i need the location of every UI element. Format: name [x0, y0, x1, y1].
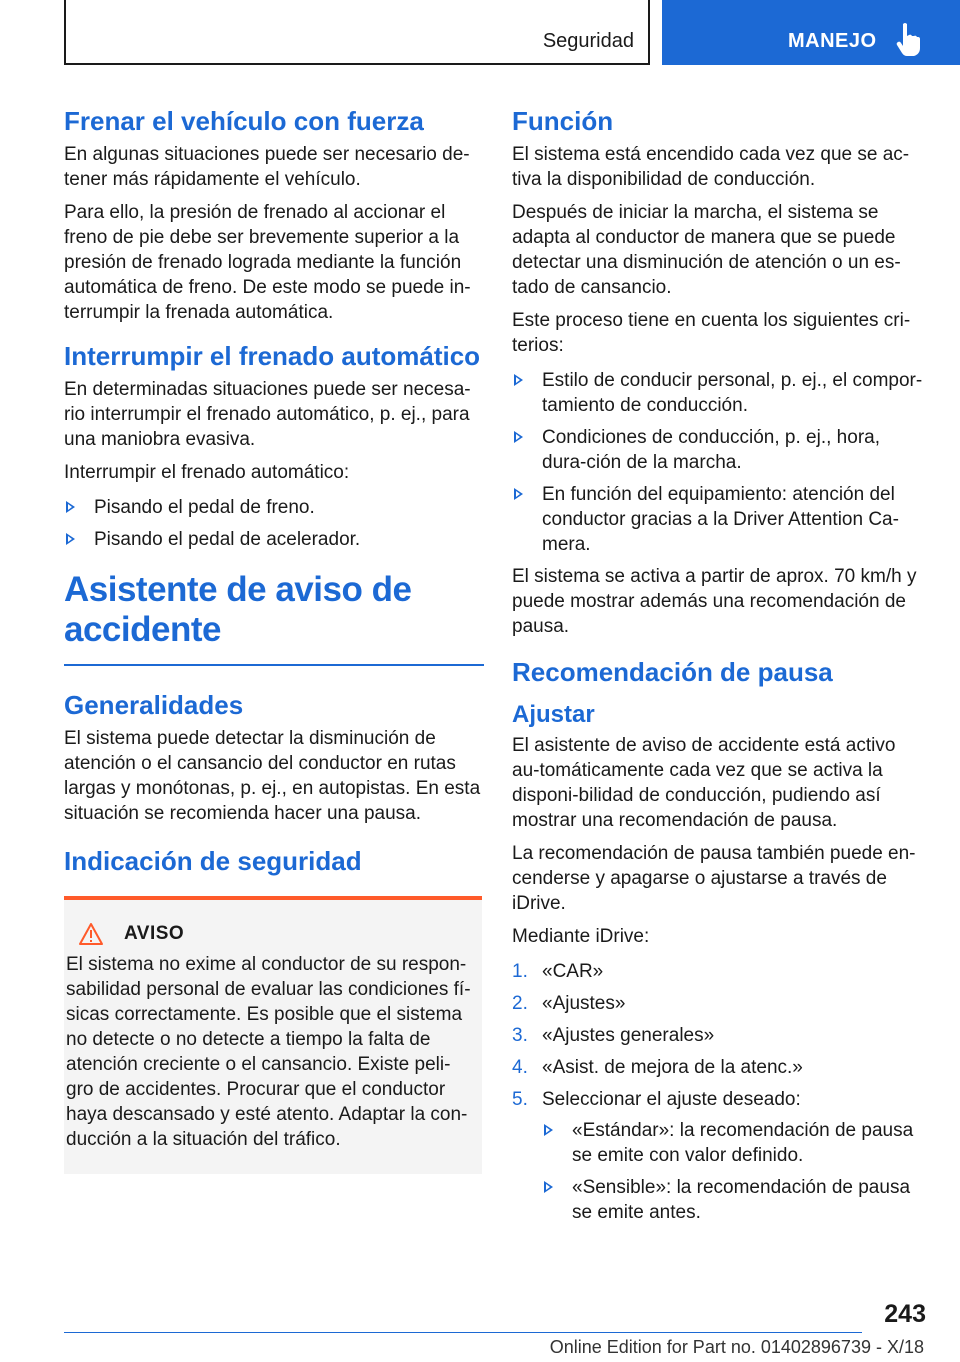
warning-box — [64, 896, 482, 1174]
paragraph: Después de iniciar la marcha, el sistema se adapta al conductor de manera que se puede detectar una disminución de atención o un es-tado de cansancio. — [512, 202, 901, 298]
paragraph: En algunas situaciones puede ser necesario de-tener más rápidamente el vehículo. — [64, 144, 470, 190]
paragraph: El sistema se activa a partir de aprox. 70 km/h y puede mostrar además una recomendación de pausa. — [512, 566, 917, 637]
left-column — [64, 100, 482, 1174]
triangle-bullet-icon — [66, 501, 75, 513]
heading-frenar: Frenar el vehículo con fuerza — [64, 106, 424, 136]
heading-ajustar: Ajustar — [512, 701, 595, 728]
heading-generalidades: Generalidades — [64, 690, 244, 720]
header-section-box — [64, 0, 650, 65]
heading-recomendacion: Recomendación de pausa — [512, 657, 833, 687]
list-interrumpir — [64, 495, 482, 552]
triangle-bullet-icon — [544, 1181, 553, 1193]
triangle-bullet-icon — [514, 488, 523, 500]
list-item: En función del equipamiento: atención del conductor gracias a la Driver Attention Ca-mera. — [512, 482, 928, 557]
section-divider — [64, 664, 484, 666]
steps-list — [512, 959, 928, 1225]
paragraph: En determinadas situaciones puede ser necesa-rio interrumpir el frenado automático, p. ej., para una maniobra evasiva. — [64, 379, 471, 450]
list-item: Pisando el pedal de freno. — [64, 495, 482, 520]
paragraph: Este proceso tiene en cuenta los siguientes cri-terios: — [512, 310, 911, 356]
header-chapter-label: MANEJO — [788, 30, 877, 52]
heading-interrumpir: Interrumpir el frenado automático — [64, 341, 481, 371]
heading-indicacion: Indicación de seguridad — [64, 846, 362, 876]
paragraph: Interrumpir el frenado automático: — [64, 462, 350, 483]
triangle-bullet-icon — [514, 374, 523, 386]
step-item: 3. «Ajustes generales» — [512, 1025, 715, 1046]
paragraph: El sistema está encendido cada vez que se ac-tiva la disponibilidad de conducción. — [512, 144, 910, 190]
list-item: Estilo de conducir personal, p. ej., el compor-tamiento de conducción. — [512, 368, 928, 418]
heading-funcion: Función — [512, 106, 614, 136]
heading-asistente: Asistente de aviso de accidente — [64, 570, 412, 649]
warning-header — [78, 922, 476, 946]
header-chapter-tab — [662, 0, 960, 65]
paragraph: El asistente de aviso de accidente está activo au-tomáticamente cada vez que se activa la disponi-bilidad de conducción, pudiendo así mostrar una recomendación de pausa. — [512, 735, 896, 831]
step-item: 1. «CAR» — [512, 961, 604, 982]
warning-title: AVISO — [124, 923, 185, 944]
right-column — [512, 100, 928, 1232]
header-section-label: Seguridad — [542, 30, 634, 52]
list-item: «Estándar»: la recomendación de pausa se emite con valor definido. — [542, 1118, 928, 1168]
paragraph: Para ello, la presión de frenado al accionar el freno de pie debe ser brevemente superior a la presión de frenado lograda mediante la función automática de freno. De este modo se puede in-terrumpir la frenada automática. — [64, 202, 471, 323]
footer-edition: Online Edition for Part no. 01402896739 - X/18 — [549, 1337, 924, 1357]
list-criterios — [512, 368, 928, 557]
triangle-bullet-icon — [66, 533, 75, 545]
step-item: 2. «Ajustes» — [512, 993, 626, 1014]
pointing-hand-icon — [894, 22, 922, 56]
list-item: Condiciones de conducción, p. ej., hora, dura-ción de la marcha. — [512, 425, 928, 475]
triangle-bullet-icon — [544, 1124, 553, 1136]
page-number: 243 — [884, 1300, 926, 1328]
paragraph: La recomendación de pausa también puede en-cenderse y apagarse o ajustarse a través de iDrive. — [512, 843, 916, 914]
sub-options-list — [542, 1118, 928, 1225]
list-item: Pisando el pedal de acelerador. — [64, 527, 482, 552]
list-item: «Sensible»: la recomendación de pausa se emite antes. — [542, 1175, 928, 1225]
paragraph: El sistema puede detectar la disminución de atención o el cansancio del conductor en rutas largas y monótonas, p. ej., en autopistas. En esta situación se recomienda hacer una pausa. — [64, 728, 481, 824]
step-item: 4. «Asist. de mejora de la atenc.» — [512, 1057, 803, 1078]
footer-divider — [64, 1332, 862, 1333]
step-item: 5. Seleccionar el ajuste deseado: «Estándar»: la recomendación de pausa se emite con valor definido. «Sensible»: la recomendación de pausa se emite antes. — [512, 1087, 928, 1225]
triangle-bullet-icon — [514, 431, 523, 443]
warning-triangle-icon — [78, 922, 104, 946]
warning-text: El sistema no exime al conductor de su respon-sabilidad personal de evaluar las condiciones fí-sicas correctamente. Es posible que el sistema no detecte o no detecte a tiempo la falta de atención creciente o el cansancio. Existe peli-gro de accidentes. Procurar que el conductor haya descansado y esté atento. Adaptar la con-ducción a la situación del tráfico. — [66, 954, 471, 1150]
paragraph: Mediante iDrive: — [512, 926, 650, 947]
